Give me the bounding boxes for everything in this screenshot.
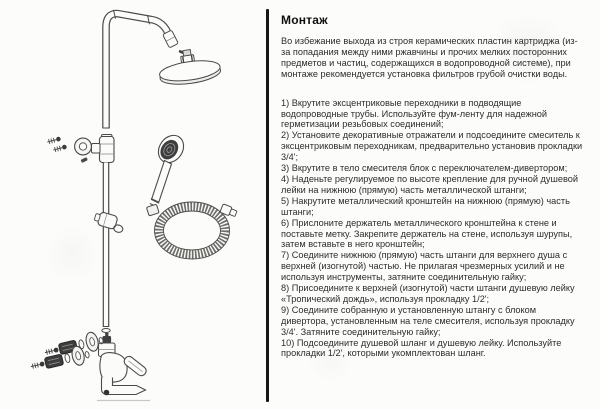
shower-hose-coil <box>155 202 238 259</box>
mixer-spout <box>97 378 150 401</box>
step-item: 9) Соедините собранную и установленную штангу с блоком дивертора, установленным на теле смесителя, используя прокладку 3/4'. Затяните соединительную гайку; <box>281 304 575 337</box>
riser-gasket <box>102 329 110 333</box>
step-item: 10) Подсоедините душевой шланг и душевую лейку. Используйте прокладки 1/2', которыми укомплектован шланг. <box>281 337 562 359</box>
step-item: 4) Наденьте регулируемое по высоте крепление для ручной душевой лейки на нижнюю (прямую) часть металлической штанги; <box>281 173 578 195</box>
step-item: 5) Накрутите металлический кронштейн на нижнюю (прямую) часть штанги; <box>281 195 570 217</box>
column-divider <box>266 9 269 402</box>
shower-diagram-svg <box>0 0 270 409</box>
intro-paragraph: Во избежание выхода из строя керамических пластин картриджа (из-за попадания между ними ржавчины и прочих мелких посторонних предметов и частиц, содержащихся в водопроводной системе), при монтаже рекомендуется установка фильтров грубой очистки воды. <box>281 36 578 79</box>
lower-riser-pipe <box>103 163 109 327</box>
step-item: 6) Прислоните держатель металлического кронштейна к стене и поставьте метку. Закрепите держатель на стене, используя шурупы, затем вставьте в него кронштейн; <box>281 217 573 250</box>
step-item: 3) Вкрутите в тело смесителя блок с переключателем-дивертором; <box>281 163 568 174</box>
rain-shower-head <box>158 57 221 87</box>
bracket-bolt <box>81 157 88 163</box>
upper-shower-arm <box>102 10 172 128</box>
step-item: 7) Соедините нижнюю (прямую) часть штанги для верхнего душа с верхней (изогнутой) частью. Не прилагая чрезмерных усилий и не используя инструменты, затяните соединительную гайку; <box>281 250 568 283</box>
shower-exploded-diagram <box>0 0 270 409</box>
step-item: 1) Вкрутите эксцентриковые переходники в подводящие водопроводные трубы. Используйте фум-ленту для надежной герметизации резьбовых соединений; <box>281 97 548 130</box>
installation-steps <box>281 98 584 360</box>
slider-holder <box>93 211 126 234</box>
pipe-tee-bracket <box>92 135 115 163</box>
mounting-screws <box>47 136 68 152</box>
step-item: 8) Присоедините к верхней (изогнутой) части штанги душевую лейку «Тропический дождь», используя прокладку 1/2'; <box>281 283 575 304</box>
step-item: 2) Установите декоративные отражатели и подсоедините смеситель к эксцентриковым переходникам, предварительно установив прокладки 3/4'; <box>281 130 583 163</box>
wall-escutcheon <box>75 138 92 155</box>
spout-aerator <box>104 390 110 396</box>
section-heading: Монтаж <box>281 13 328 27</box>
instructions-column <box>281 8 584 359</box>
